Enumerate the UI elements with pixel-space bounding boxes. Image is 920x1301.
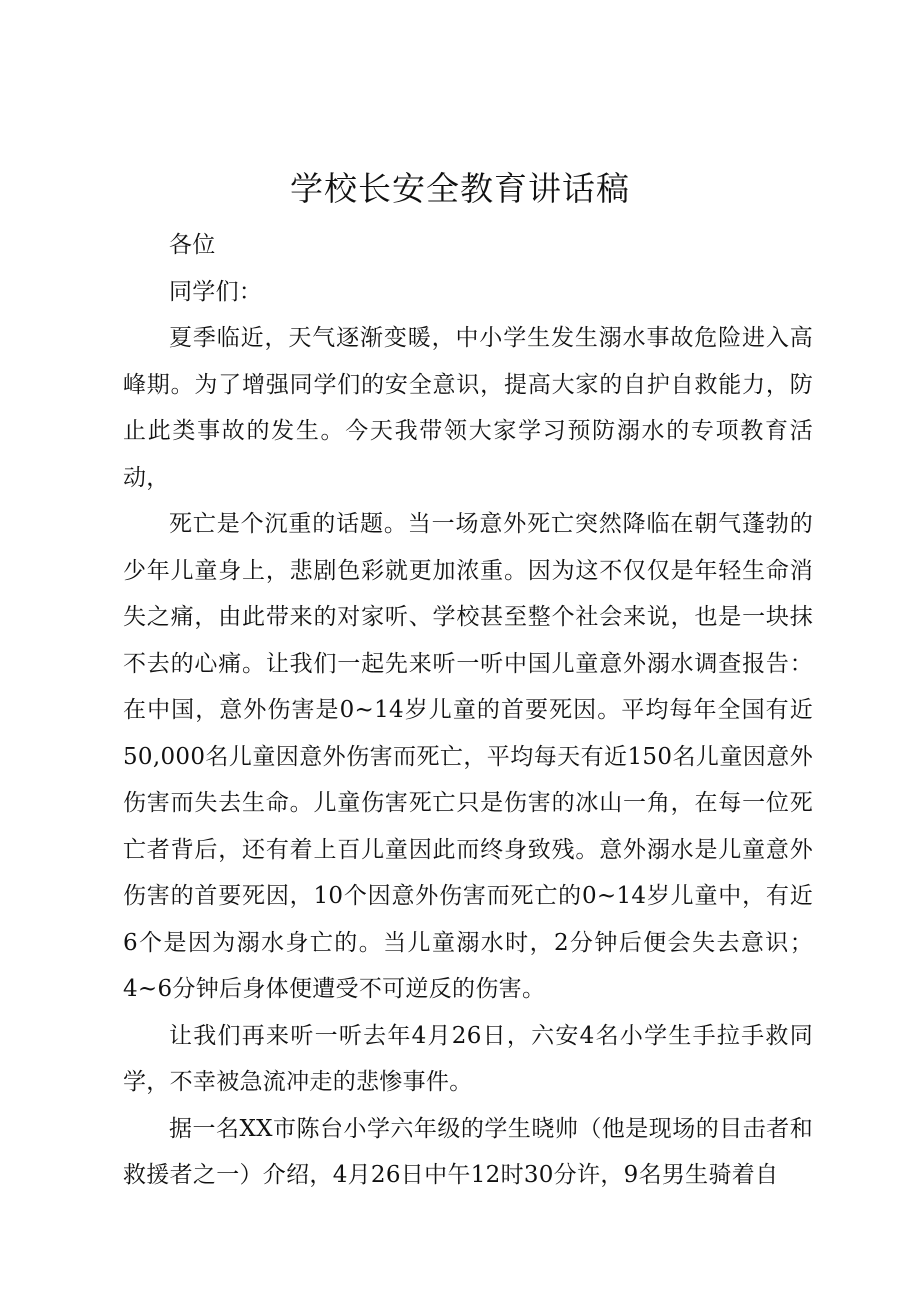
document-body (123, 222, 813, 1199)
page-title: 学校长安全教育讲话稿 (290, 169, 630, 208)
paragraph-statistics: 死亡是个沉重的话题。当一场意外死亡突然降临在朝气蓬勃的少年儿童身上，悲剧色彩就更加浓重。因为这不仅仅是年轻生命消失之痛，由此带来的对家听、学校甚至整个社会来说，也是一块抹不去的心痛。让我们一起先来听一听中国儿童意外溺水调查报告：在中国，意外伤害是0~14岁儿童的首要死因。平均每年全国有近50,000名儿童因意外伤害而死亡，平均每天有近150名儿童因意外伤害而失去生命。儿童伤害死亡只是伤害的冰山一角，在每一位死亡者背后，还有着上百儿童因此而终身致残。意外溺水是儿童意外伤害的首要死因，10个因意外伤害而死亡的0~14岁儿童中，有近6个是因为溺水身亡的。当儿童溺水时，2分钟后便会失去意识；4~6分钟后身体便遭受不可逆反的伤害。 (123, 511, 813, 1002)
paragraph-intro: 夏季临近，天气逐渐变暖，中小学生发生溺水事故危险进入高峰期。为了增强同学们的安全意识，提高大家的自护自救能力，防止此类事故的发生。今天我带领大家学习预防溺水的专项教育活动， (123, 325, 813, 491)
paragraph-incident: 让我们再来听一听去年4月26日，六安4名小学生手拉手救同学，不幸被急流冲走的悲惨事件。 (123, 1022, 813, 1095)
salutation-line-2: 同学们： (169, 278, 263, 305)
paragraph-witness: 据一名XX市陈台小学六年级的学生晓帅（他是现场的目击者和救援者之一）介绍，4月26日中午12时30分许，9名男生骑着自 (123, 1115, 813, 1188)
salutation-line-1: 各位 (169, 232, 216, 258)
